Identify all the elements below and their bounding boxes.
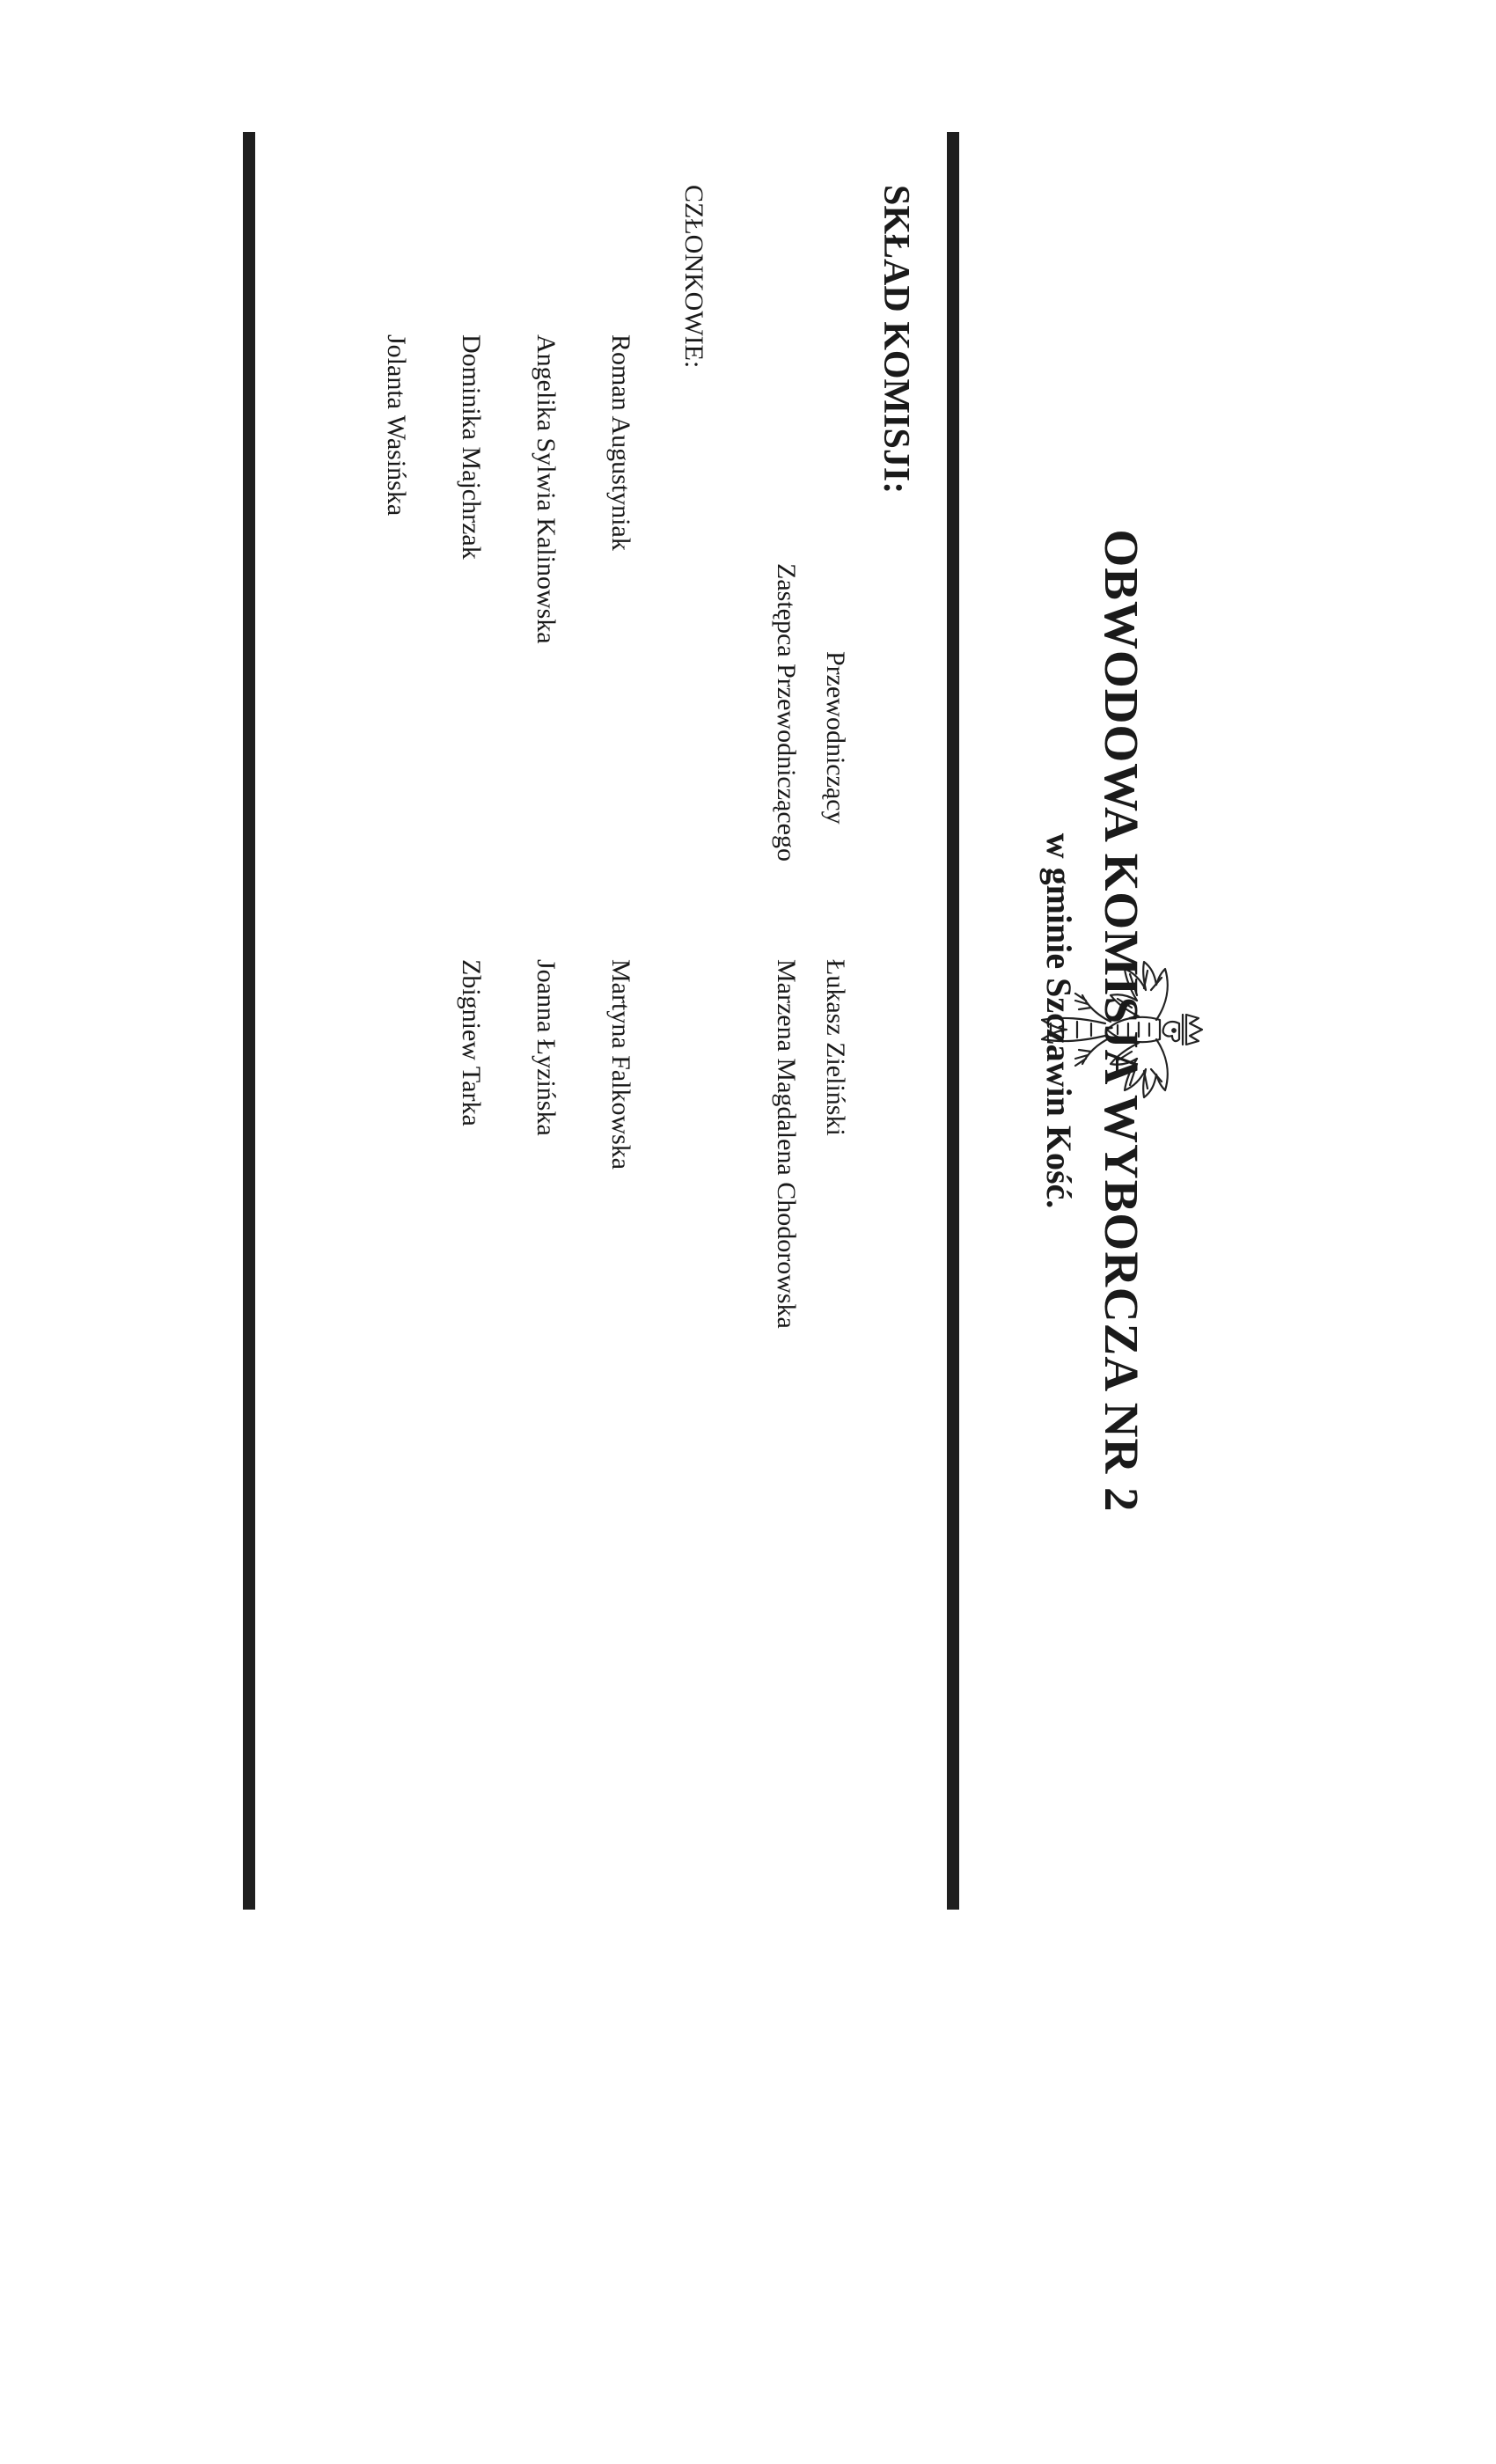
top-divider [947, 132, 959, 1910]
chair-label: Przewodniczący [821, 651, 850, 825]
commission-subtitle: w gminie Szczawin Kość. [1039, 832, 1079, 1209]
commission-composition-heading: SKŁAD KOMISJI: [876, 185, 916, 495]
chair-name: Łukasz Zieliński [821, 959, 850, 1136]
deputy-chair-name: Marzena Magdalena Chodorowska [772, 959, 801, 1329]
member-name: Joanna Łyzińska [532, 959, 561, 1136]
member-name: Dominika Majchrzak [457, 334, 486, 560]
member-name: Angelika Sylwia Kalinowska [532, 334, 561, 644]
commission-title: OBWODOWA KOMISJA WYBORCZA NR 2 [1095, 529, 1148, 1513]
member-name: Jolanta Wasińska [382, 334, 411, 517]
member-name: Zbigniew Tarka [457, 959, 486, 1126]
member-name: Roman Augustyniak [606, 334, 635, 551]
members-label: CZŁONKOWIE: [679, 185, 708, 369]
election-notice-sheet [238, 123, 1148, 1918]
bottom-divider [243, 132, 255, 1910]
member-name: Martyna Falkowska [606, 959, 635, 1170]
deputy-chair-label: Zastępca Przewodniczącego [772, 563, 801, 862]
